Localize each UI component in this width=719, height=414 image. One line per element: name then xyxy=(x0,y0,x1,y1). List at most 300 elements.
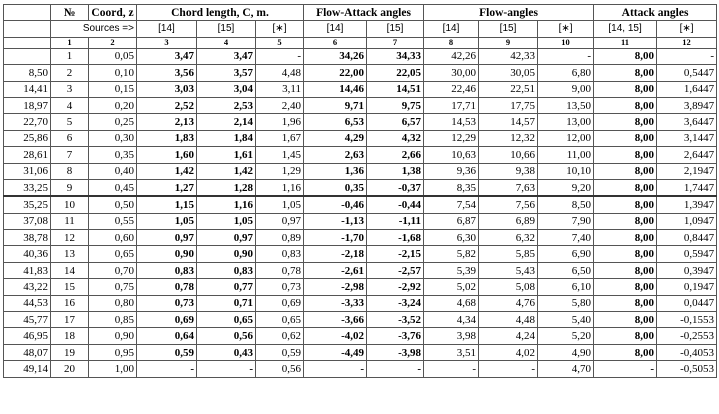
cell-col-11: 8,00 xyxy=(594,344,657,360)
cell-col-10: 6,80 xyxy=(538,65,594,81)
colnum-11: 11 xyxy=(594,37,657,48)
cell-col-9: 6,32 xyxy=(479,230,538,246)
cell-col-3: 0,90 xyxy=(137,246,197,262)
cell-col-11: 8,00 xyxy=(594,279,657,295)
cell-col-3: 2,52 xyxy=(137,97,197,113)
cell-col-12: 1,3947 xyxy=(657,196,717,213)
cell-col-11: - xyxy=(594,361,657,377)
row-value-extra: 49,14 xyxy=(4,361,51,377)
cell-col-12: 2,1947 xyxy=(657,163,717,179)
cell-col-6: 22,00 xyxy=(304,65,367,81)
cell-col-4: 3,04 xyxy=(197,81,256,97)
table-row xyxy=(4,163,717,179)
cell-col-6: 6,53 xyxy=(304,114,367,130)
row-value-extra: 38,78 xyxy=(4,230,51,246)
cell-col-3: 0,69 xyxy=(137,312,197,328)
cell-col-8: 12,29 xyxy=(424,130,479,146)
cell-col-4: 0,71 xyxy=(197,295,256,311)
cell-col-3: 1,27 xyxy=(137,179,197,196)
cell-col-9: 7,63 xyxy=(479,179,538,196)
cell-col-6: -3,66 xyxy=(304,312,367,328)
cell-col-9: 42,33 xyxy=(479,48,538,64)
source-chord-15: [15] xyxy=(197,21,256,37)
table-row xyxy=(4,147,717,163)
table-row xyxy=(4,196,717,213)
cell-col-5: 1,16 xyxy=(256,179,304,196)
cell-col-9: 4,24 xyxy=(479,328,538,344)
cell-col-1: 10 xyxy=(51,196,89,213)
cell-col-1: 3 xyxy=(51,81,89,97)
cell-col-1: 5 xyxy=(51,114,89,130)
data-table xyxy=(3,4,717,378)
cell-col-10: 9,20 xyxy=(538,179,594,196)
cell-col-10: 12,00 xyxy=(538,130,594,146)
cell-col-11: 8,00 xyxy=(594,230,657,246)
cell-col-9: 9,38 xyxy=(479,163,538,179)
cell-col-1: 7 xyxy=(51,147,89,163)
cell-col-11: 8,00 xyxy=(594,328,657,344)
row-value-extra: 33,25 xyxy=(4,179,51,196)
cell-col-11: 8,00 xyxy=(594,65,657,81)
source-attack-14-15: [14, 15] xyxy=(594,21,657,37)
cell-col-3: 1,05 xyxy=(137,213,197,229)
cell-col-8: 3,98 xyxy=(424,328,479,344)
cell-col-11: 8,00 xyxy=(594,213,657,229)
cell-col-8: - xyxy=(424,361,479,377)
cell-col-1: 2 xyxy=(51,65,89,81)
cell-col-11: 8,00 xyxy=(594,196,657,213)
cell-col-11: 8,00 xyxy=(594,130,657,146)
cell-col-1: 8 xyxy=(51,163,89,179)
cell-col-10: 4,70 xyxy=(538,361,594,377)
table-row xyxy=(4,130,717,146)
cell-col-8: 5,39 xyxy=(424,262,479,278)
colnum-1: 1 xyxy=(51,37,89,48)
cell-col-9: 5,08 xyxy=(479,279,538,295)
cell-col-7: -1,11 xyxy=(367,213,424,229)
cell-col-1: 17 xyxy=(51,312,89,328)
cell-col-11: 8,00 xyxy=(594,295,657,311)
cell-col-2: 0,35 xyxy=(89,147,137,163)
cell-col-3: 3,56 xyxy=(137,65,197,81)
cell-col-4: 0,97 xyxy=(197,230,256,246)
cell-col-1: 9 xyxy=(51,179,89,196)
cell-col-5: 1,96 xyxy=(256,114,304,130)
colnum-7: 7 xyxy=(367,37,424,48)
row-value-extra: 40,36 xyxy=(4,246,51,262)
cell-col-2: 0,05 xyxy=(89,48,137,64)
cell-col-9: 14,57 xyxy=(479,114,538,130)
source-flow-attack-14: [14] xyxy=(304,21,367,37)
cell-col-5: 0,56 xyxy=(256,361,304,377)
source-flow-attack-15: [15] xyxy=(367,21,424,37)
cell-col-8: 6,87 xyxy=(424,213,479,229)
cell-col-10: 4,90 xyxy=(538,344,594,360)
cell-col-1: 15 xyxy=(51,279,89,295)
table-row xyxy=(4,344,717,360)
cell-col-2: 0,10 xyxy=(89,65,137,81)
cell-col-7: 1,38 xyxy=(367,163,424,179)
cell-col-11: 8,00 xyxy=(594,246,657,262)
cell-col-4: 0,43 xyxy=(197,344,256,360)
cell-col-7: 9,75 xyxy=(367,97,424,113)
cell-col-8: 14,53 xyxy=(424,114,479,130)
cell-col-2: 0,85 xyxy=(89,312,137,328)
cell-col-7: 22,05 xyxy=(367,65,424,81)
cell-col-6: -1,70 xyxy=(304,230,367,246)
cell-col-6: 0,35 xyxy=(304,179,367,196)
cell-col-12: 1,6447 xyxy=(657,81,717,97)
cell-col-5: 0,59 xyxy=(256,344,304,360)
cell-col-6: 2,63 xyxy=(304,147,367,163)
header-blank xyxy=(4,5,51,21)
source-flow-15: [15] xyxy=(479,21,538,37)
cell-col-10: 8,50 xyxy=(538,196,594,213)
header-chord: Chord length, C, m. xyxy=(137,5,304,21)
cell-col-10: 9,00 xyxy=(538,81,594,97)
cell-col-6: -1,13 xyxy=(304,213,367,229)
cell-col-5: - xyxy=(256,48,304,64)
cell-col-10: 7,90 xyxy=(538,213,594,229)
cell-col-4: 1,28 xyxy=(197,179,256,196)
cell-col-7: 4,32 xyxy=(367,130,424,146)
colnum-12: 12 xyxy=(657,37,717,48)
cell-col-12: 3,1447 xyxy=(657,130,717,146)
sources-label: Sources => xyxy=(51,21,137,37)
cell-col-4: 0,90 xyxy=(197,246,256,262)
cell-col-8: 10,63 xyxy=(424,147,479,163)
cell-col-5: 0,73 xyxy=(256,279,304,295)
cell-col-7: -0,37 xyxy=(367,179,424,196)
cell-col-3: 0,97 xyxy=(137,230,197,246)
cell-col-4: 1,16 xyxy=(197,196,256,213)
row-value-extra: 46,95 xyxy=(4,328,51,344)
sources-row xyxy=(4,21,717,37)
cell-col-1: 6 xyxy=(51,130,89,146)
table-row xyxy=(4,246,717,262)
cell-col-5: 4,48 xyxy=(256,65,304,81)
cell-col-11: 8,00 xyxy=(594,147,657,163)
cell-col-7: -0,44 xyxy=(367,196,424,213)
cell-col-2: 0,95 xyxy=(89,344,137,360)
cell-col-7: -3,98 xyxy=(367,344,424,360)
cell-col-10: 6,50 xyxy=(538,262,594,278)
cell-col-2: 0,90 xyxy=(89,328,137,344)
table-row xyxy=(4,262,717,278)
source-chord-star: [∗] xyxy=(256,21,304,37)
cell-col-6: 34,26 xyxy=(304,48,367,64)
cell-col-10: 5,40 xyxy=(538,312,594,328)
cell-col-4: 3,57 xyxy=(197,65,256,81)
cell-col-7: -2,57 xyxy=(367,262,424,278)
cell-col-4: 1,42 xyxy=(197,163,256,179)
cell-col-1: 14 xyxy=(51,262,89,278)
cell-col-11: 8,00 xyxy=(594,179,657,196)
cell-col-10: 13,00 xyxy=(538,114,594,130)
cell-col-2: 0,40 xyxy=(89,163,137,179)
cell-col-12: 0,1947 xyxy=(657,279,717,295)
cell-col-2: 0,25 xyxy=(89,114,137,130)
cell-col-12: -0,1553 xyxy=(657,312,717,328)
cell-col-3: 1,83 xyxy=(137,130,197,146)
cell-col-2: 0,20 xyxy=(89,97,137,113)
cell-col-3: - xyxy=(137,361,197,377)
cell-col-2: 0,75 xyxy=(89,279,137,295)
cell-col-2: 0,30 xyxy=(89,130,137,146)
cell-col-2: 0,55 xyxy=(89,213,137,229)
cell-col-5: 0,97 xyxy=(256,213,304,229)
cell-col-3: 0,59 xyxy=(137,344,197,360)
header-flow-attack: Flow-Attack angles xyxy=(304,5,424,21)
cell-col-7: 6,57 xyxy=(367,114,424,130)
cell-col-7: 34,33 xyxy=(367,48,424,64)
cell-col-6: -2,98 xyxy=(304,279,367,295)
cell-col-6: - xyxy=(304,361,367,377)
colnum-3: 3 xyxy=(137,37,197,48)
cell-col-10: 6,10 xyxy=(538,279,594,295)
cell-col-8: 5,02 xyxy=(424,279,479,295)
cell-col-6: -2,18 xyxy=(304,246,367,262)
cell-col-2: 0,45 xyxy=(89,179,137,196)
cell-col-3: 0,64 xyxy=(137,328,197,344)
table-row xyxy=(4,295,717,311)
colnum-10: 10 xyxy=(538,37,594,48)
cell-col-11: 8,00 xyxy=(594,262,657,278)
cell-col-11: 8,00 xyxy=(594,163,657,179)
cell-col-1: 11 xyxy=(51,213,89,229)
source-attack-star: [∗] xyxy=(657,21,717,37)
cell-col-6: 1,36 xyxy=(304,163,367,179)
cell-col-5: 1,45 xyxy=(256,147,304,163)
cell-col-7: -1,68 xyxy=(367,230,424,246)
cell-col-4: 2,14 xyxy=(197,114,256,130)
cell-col-6: -4,02 xyxy=(304,328,367,344)
cell-col-1: 12 xyxy=(51,230,89,246)
cell-col-4: 1,05 xyxy=(197,213,256,229)
header-no: № xyxy=(51,5,89,21)
colnum-8: 8 xyxy=(424,37,479,48)
cell-col-9: 30,05 xyxy=(479,65,538,81)
table-row xyxy=(4,65,717,81)
cell-col-5: 0,89 xyxy=(256,230,304,246)
row-value-extra: 25,86 xyxy=(4,130,51,146)
cell-col-8: 22,46 xyxy=(424,81,479,97)
cell-col-8: 4,34 xyxy=(424,312,479,328)
cell-col-8: 5,82 xyxy=(424,246,479,262)
cell-col-3: 1,42 xyxy=(137,163,197,179)
cell-col-10: 13,50 xyxy=(538,97,594,113)
cell-col-12: 3,6447 xyxy=(657,114,717,130)
row-value-extra: 8,50 xyxy=(4,65,51,81)
row-value-extra: 48,07 xyxy=(4,344,51,360)
sources-blank xyxy=(4,21,51,37)
cell-col-5: 1,67 xyxy=(256,130,304,146)
colnum-4: 4 xyxy=(197,37,256,48)
cell-col-4: 0,56 xyxy=(197,328,256,344)
cell-col-6: 14,46 xyxy=(304,81,367,97)
cell-col-10: 10,10 xyxy=(538,163,594,179)
table-row xyxy=(4,361,717,377)
source-flow-14: [14] xyxy=(424,21,479,37)
cell-col-2: 0,80 xyxy=(89,295,137,311)
cell-col-11: 8,00 xyxy=(594,312,657,328)
cell-col-2: 1,00 xyxy=(89,361,137,377)
table-row xyxy=(4,279,717,295)
cell-col-5: 0,62 xyxy=(256,328,304,344)
row-value-extra: 44,53 xyxy=(4,295,51,311)
table-row xyxy=(4,328,717,344)
cell-col-5: 2,40 xyxy=(256,97,304,113)
cell-col-1: 19 xyxy=(51,344,89,360)
cell-col-2: 0,65 xyxy=(89,246,137,262)
cell-col-5: 1,05 xyxy=(256,196,304,213)
column-number-row xyxy=(4,37,717,48)
cell-col-1: 1 xyxy=(51,48,89,64)
cell-col-8: 9,36 xyxy=(424,163,479,179)
cell-col-10: 11,00 xyxy=(538,147,594,163)
table-body xyxy=(4,48,717,377)
cell-col-4: 1,61 xyxy=(197,147,256,163)
cell-col-3: 0,83 xyxy=(137,262,197,278)
cell-col-8: 42,26 xyxy=(424,48,479,64)
cell-col-10: 7,40 xyxy=(538,230,594,246)
cell-col-7: 2,66 xyxy=(367,147,424,163)
cell-col-11: 8,00 xyxy=(594,48,657,64)
cell-col-8: 8,35 xyxy=(424,179,479,196)
row-value-extra xyxy=(4,48,51,64)
cell-col-1: 20 xyxy=(51,361,89,377)
header-flow: Flow-angles xyxy=(424,5,594,21)
cell-col-10: 5,20 xyxy=(538,328,594,344)
cell-col-9: 4,48 xyxy=(479,312,538,328)
cell-col-6: 4,29 xyxy=(304,130,367,146)
cell-col-2: 0,15 xyxy=(89,81,137,97)
cell-col-9: 5,85 xyxy=(479,246,538,262)
cell-col-11: 8,00 xyxy=(594,81,657,97)
cell-col-3: 0,78 xyxy=(137,279,197,295)
colnum-6: 6 xyxy=(304,37,367,48)
cell-col-6: -2,61 xyxy=(304,262,367,278)
cell-col-5: 0,78 xyxy=(256,262,304,278)
cell-col-8: 17,71 xyxy=(424,97,479,113)
cell-col-9: 12,32 xyxy=(479,130,538,146)
cell-col-3: 3,03 xyxy=(137,81,197,97)
cell-col-12: 0,5947 xyxy=(657,246,717,262)
colnum-2: 2 xyxy=(89,37,137,48)
cell-col-12: 3,8947 xyxy=(657,97,717,113)
cell-col-12: 0,3947 xyxy=(657,262,717,278)
cell-col-10: 6,90 xyxy=(538,246,594,262)
cell-col-12: 1,0947 xyxy=(657,213,717,229)
cell-col-6: -3,33 xyxy=(304,295,367,311)
cell-col-8: 7,54 xyxy=(424,196,479,213)
table-row xyxy=(4,48,717,64)
cell-col-7: -2,92 xyxy=(367,279,424,295)
cell-col-8: 6,30 xyxy=(424,230,479,246)
table-row xyxy=(4,97,717,113)
cell-col-6: 9,71 xyxy=(304,97,367,113)
colnum-blank xyxy=(4,37,51,48)
cell-col-4: 1,84 xyxy=(197,130,256,146)
cell-col-12: - xyxy=(657,48,717,64)
table-row xyxy=(4,81,717,97)
cell-col-12: -0,4053 xyxy=(657,344,717,360)
cell-col-9: - xyxy=(479,361,538,377)
row-value-extra: 22,70 xyxy=(4,114,51,130)
header-attack: Attack angles xyxy=(594,5,717,21)
cell-col-5: 0,69 xyxy=(256,295,304,311)
cell-col-8: 30,00 xyxy=(424,65,479,81)
cell-col-12: 1,7447 xyxy=(657,179,717,196)
row-value-extra: 43,22 xyxy=(4,279,51,295)
cell-col-10: 5,80 xyxy=(538,295,594,311)
table-row xyxy=(4,114,717,130)
cell-col-7: -3,24 xyxy=(367,295,424,311)
source-chord-14: [14] xyxy=(137,21,197,37)
cell-col-11: 8,00 xyxy=(594,114,657,130)
cell-col-9: 5,43 xyxy=(479,262,538,278)
colnum-9: 9 xyxy=(479,37,538,48)
cell-col-9: 10,66 xyxy=(479,147,538,163)
table-row xyxy=(4,230,717,246)
cell-col-6: -0,46 xyxy=(304,196,367,213)
cell-col-8: 3,51 xyxy=(424,344,479,360)
cell-col-7: -2,15 xyxy=(367,246,424,262)
cell-col-6: -4,49 xyxy=(304,344,367,360)
cell-col-9: 6,89 xyxy=(479,213,538,229)
table-row xyxy=(4,179,717,196)
cell-col-9: 22,51 xyxy=(479,81,538,97)
cell-col-5: 3,11 xyxy=(256,81,304,97)
cell-col-4: 0,77 xyxy=(197,279,256,295)
table-row xyxy=(4,312,717,328)
cell-col-1: 18 xyxy=(51,328,89,344)
row-value-extra: 35,25 xyxy=(4,196,51,213)
cell-col-7: -3,52 xyxy=(367,312,424,328)
cell-col-3: 3,47 xyxy=(137,48,197,64)
cell-col-3: 0,73 xyxy=(137,295,197,311)
row-value-extra: 28,61 xyxy=(4,147,51,163)
cell-col-5: 0,83 xyxy=(256,246,304,262)
colnum-5: 5 xyxy=(256,37,304,48)
cell-col-1: 13 xyxy=(51,246,89,262)
cell-col-3: 1,60 xyxy=(137,147,197,163)
row-value-extra: 31,06 xyxy=(4,163,51,179)
row-value-extra: 18,97 xyxy=(4,97,51,113)
cell-col-7: - xyxy=(367,361,424,377)
table-row xyxy=(4,213,717,229)
header-row xyxy=(4,5,717,21)
cell-col-5: 1,29 xyxy=(256,163,304,179)
cell-col-9: 17,75 xyxy=(479,97,538,113)
cell-col-12: -0,5053 xyxy=(657,361,717,377)
cell-col-10: - xyxy=(538,48,594,64)
cell-col-8: 4,68 xyxy=(424,295,479,311)
row-value-extra: 41,83 xyxy=(4,262,51,278)
cell-col-1: 16 xyxy=(51,295,89,311)
cell-col-12: 0,0447 xyxy=(657,295,717,311)
cell-col-9: 7,56 xyxy=(479,196,538,213)
cell-col-2: 0,60 xyxy=(89,230,137,246)
cell-col-12: 0,8447 xyxy=(657,230,717,246)
cell-col-12: 2,6447 xyxy=(657,147,717,163)
cell-col-3: 2,13 xyxy=(137,114,197,130)
cell-col-5: 0,65 xyxy=(256,312,304,328)
cell-col-4: 2,53 xyxy=(197,97,256,113)
cell-col-7: 14,51 xyxy=(367,81,424,97)
cell-col-2: 0,50 xyxy=(89,196,137,213)
cell-col-12: -0,2553 xyxy=(657,328,717,344)
